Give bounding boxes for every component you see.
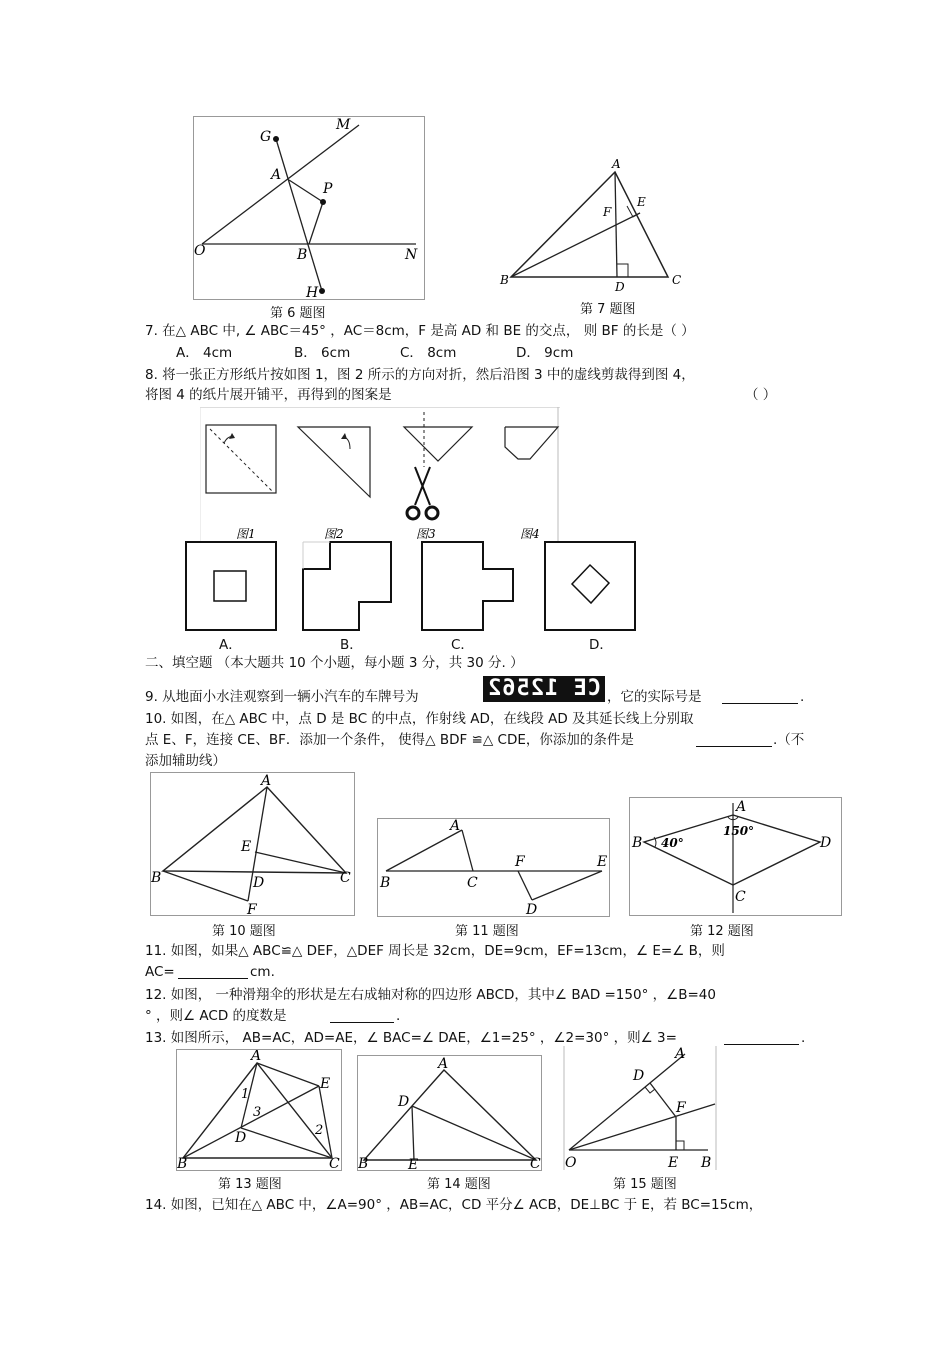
caption-fig11: 第 11 题图 xyxy=(455,924,519,939)
point-label: C xyxy=(329,1156,340,1170)
point-label: A xyxy=(736,799,747,815)
figure-15 xyxy=(563,1046,720,1170)
point-label: O xyxy=(194,243,206,259)
point-label: C xyxy=(467,875,478,891)
point-label: B xyxy=(500,273,509,287)
q7-option-c: C． 8cm xyxy=(400,345,457,361)
q7-option-d: D． 9cm xyxy=(516,345,574,361)
point-label: C xyxy=(735,889,746,905)
point-label: B xyxy=(151,870,162,886)
caption-fig7: 第 7 题图 xyxy=(580,302,636,317)
question-10-line3: 添加辅助线） xyxy=(145,753,226,769)
point-label: A xyxy=(675,1046,686,1062)
question-10-line2b: .（不 xyxy=(773,732,805,748)
point-label: G xyxy=(260,129,272,145)
angle-label: 150° xyxy=(723,824,755,838)
q8-option-a: A． xyxy=(219,637,242,653)
figure-13-diagram xyxy=(177,1050,341,1170)
figure-15-diagram xyxy=(563,1046,720,1170)
q8-option-b: B． xyxy=(340,637,363,653)
q8-option-d-figure xyxy=(544,541,636,631)
point-label: F xyxy=(515,854,525,870)
figure-10 xyxy=(150,772,355,916)
question-11-line2a: AC= xyxy=(145,964,175,980)
point-label: B xyxy=(358,1156,369,1170)
section-2-heading: 二、填空题 （本大题共 10 个小题，每小题 3 分，共 30 分. ） xyxy=(145,655,524,671)
point-label: A xyxy=(251,1050,262,1064)
question-12-line2b: . xyxy=(396,1008,401,1024)
q8-option-d: D． xyxy=(589,637,613,653)
point-label: B xyxy=(177,1156,188,1170)
point-label: F xyxy=(676,1100,686,1116)
angle-label: 40° xyxy=(661,836,684,850)
caption-fig12: 第 12 题图 xyxy=(690,924,754,939)
point-label: D xyxy=(820,835,832,851)
fig-label: 图2 xyxy=(324,527,344,541)
question-10-line2a: 点 E、F，连接 CE、BF．添加一个条件， 使得△ BDF ≌△ CDE，你添加的条件是 xyxy=(145,732,634,748)
fig-label: 图1 xyxy=(236,527,256,541)
point-label: D xyxy=(398,1094,410,1110)
point-label: F xyxy=(603,205,612,219)
figure-11 xyxy=(377,818,610,917)
point-label: P xyxy=(323,181,333,197)
q9-answer-blank xyxy=(722,703,798,704)
figure-10-diagram xyxy=(151,773,354,915)
point-label: H xyxy=(306,285,319,299)
point-label: B xyxy=(297,247,308,263)
question-10-line1: 10. 如图，在△ ABC 中，点 D 是 BC 的中点，作射线 AD，在线段 AD 及其延长线上分别取 xyxy=(145,711,694,727)
point-label: B xyxy=(632,835,643,851)
angle-label: 2 xyxy=(315,1123,324,1138)
q8-option-c-figure xyxy=(421,541,515,631)
question-13-stem: 13. 如图所示， AB=AC，AD=AE，∠ BAC=∠ DAE，∠1=25° ，∠2=30° ，则∠ 3= xyxy=(145,1030,677,1046)
q8-folding-figures xyxy=(200,407,560,542)
question-9-tail: ，它的实际号是 xyxy=(607,689,702,705)
point-label: F xyxy=(247,902,257,915)
point-label: D xyxy=(526,902,538,916)
point-label: A xyxy=(450,819,461,834)
figure-14 xyxy=(357,1055,542,1171)
caption-fig13: 第 13 题图 xyxy=(218,1177,282,1192)
question-8-paren: （ ） xyxy=(745,387,777,403)
caption-fig15: 第 15 题图 xyxy=(613,1177,677,1192)
point-label: D xyxy=(633,1068,645,1084)
figure-7-diagram xyxy=(497,156,687,296)
q7-option-a: A． 4cm xyxy=(176,345,233,361)
point-label: E xyxy=(668,1155,679,1170)
folding-diagram xyxy=(200,407,560,542)
question-11-line2b: cm. xyxy=(250,964,275,980)
figure-12 xyxy=(629,797,842,916)
point-label: A xyxy=(271,167,282,183)
figure-6 xyxy=(193,116,425,300)
question-12-line2a: ° ，则∠ ACD 的度数是 xyxy=(145,1008,287,1024)
figure-14-diagram xyxy=(358,1056,541,1170)
q12-answer-blank xyxy=(330,1022,394,1023)
point-label: O xyxy=(565,1155,577,1170)
q13-end: . xyxy=(801,1030,806,1046)
point-label: E xyxy=(320,1076,331,1092)
point-label: A xyxy=(261,773,272,789)
figure-7 xyxy=(497,156,687,296)
point-label: E xyxy=(597,854,608,870)
fig-label: 图3 xyxy=(416,527,436,541)
point-label: A xyxy=(612,157,621,171)
question-12-line1: 12. 如图， 一种滑翔伞的形状是左右成轴对称的四边形 ABCD，其中∠ BAD =150° ，∠B=40 xyxy=(145,987,716,1003)
question-14-stem: 14. 如图，已知在△ ABC 中，∠A=90° ，AB=AC，CD 平分∠ ACB，DE⊥BC 于 E，若 BC=15cm， xyxy=(145,1197,763,1213)
figure-12-diagram xyxy=(630,798,841,915)
question-7-stem: 7. 在△ ABC 中, ∠ ABC＝45° ，AC＝8cm，F 是高 AD 和 BE 的交点， 则 BF 的长是（ ） xyxy=(145,323,695,339)
q8-option-c: C． xyxy=(451,637,474,653)
figure-13 xyxy=(176,1049,342,1171)
fig-label: 图4 xyxy=(520,527,540,541)
point-label: N xyxy=(405,247,418,263)
caption-fig6: 第 6 题图 xyxy=(270,306,326,321)
point-label: B xyxy=(701,1155,712,1170)
point-label: C xyxy=(340,870,351,886)
angle-label: 3 xyxy=(253,1105,262,1120)
point-label: E xyxy=(241,839,252,855)
q11-answer-blank xyxy=(178,978,248,979)
point-label: D xyxy=(235,1130,247,1146)
point-label: D xyxy=(253,875,265,891)
point-label: A xyxy=(438,1056,449,1072)
question-11-line1: 11. 如图，如果△ ABC≌△ DEF，△DEF 周长是 32cm，DE=9cm，EF=13cm，∠ E=∠ B，则 xyxy=(145,943,725,959)
point-label: C xyxy=(530,1156,541,1170)
caption-fig14: 第 14 题图 xyxy=(427,1177,491,1192)
point-label: D xyxy=(615,280,625,294)
q8-option-b-figure xyxy=(302,541,394,631)
point-label: E xyxy=(408,1157,419,1170)
q9-end: . xyxy=(800,689,805,705)
q8-option-a-figure xyxy=(185,541,277,631)
angle-label: 1 xyxy=(241,1087,250,1102)
point-label: C xyxy=(672,273,682,287)
figure-6-diagram xyxy=(194,117,424,299)
point-label: M xyxy=(336,117,351,133)
caption-fig10: 第 10 题图 xyxy=(212,924,276,939)
point-label: B xyxy=(380,875,391,891)
scissors-icon xyxy=(407,467,438,519)
license-plate-image: CE 12562 xyxy=(483,676,605,702)
question-8-line2: 将图 4 的纸片展开铺平，再得到的图案是 xyxy=(145,387,392,403)
point-label: E xyxy=(637,195,646,209)
question-9-stem: 9. 从地面小水洼观察到一辆小汽车的车牌号为 xyxy=(145,689,419,705)
figure-11-diagram xyxy=(378,819,609,916)
question-8-line1: 8. 将一张正方形纸片按如图 1，图 2 所示的方向对折，然后沿图 3 中的虚线剪裁得到图 4， xyxy=(145,367,695,383)
q7-option-b: B． 6cm xyxy=(294,345,351,361)
q13-answer-blank xyxy=(724,1044,799,1045)
q10-answer-blank xyxy=(696,746,772,747)
